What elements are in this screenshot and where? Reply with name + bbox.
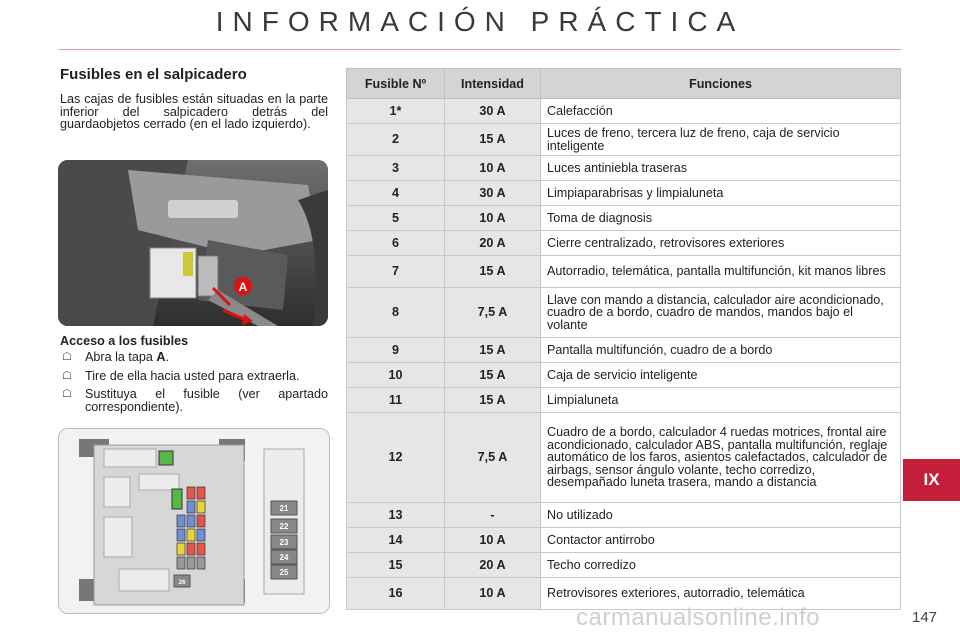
intensity-cell: 10 A (445, 528, 541, 553)
header-functions: Funciones (541, 69, 901, 99)
function-cell: Autorradio, telemática, pantalla multifunción, kit manos libres (541, 256, 901, 288)
fuse-23-label: 23 (279, 538, 289, 547)
access-step-3: ☖ Sustituya el fusible (ver apartado correspondiente). (62, 387, 328, 414)
table-row (347, 231, 901, 256)
function-cell: Luces antiniebla traseras (541, 156, 901, 181)
fuse-number-cell: 6 (347, 231, 445, 256)
table-row (347, 181, 901, 206)
fuse-25-label: 25 (279, 568, 289, 577)
intensity-cell: 15 A (445, 363, 541, 388)
table-row (347, 156, 901, 181)
table-row (347, 124, 901, 156)
intro-paragraph: Las cajas de fusibles están situadas en la parte inferior del salpicadero detrás del guardaobjetos cerrado (en el lado izquierdo). (60, 92, 328, 131)
intensity-cell: - (445, 503, 541, 528)
fuse-number-cell: 4 (347, 181, 445, 206)
fuse-table-body (347, 99, 901, 610)
page-number: 147 (912, 609, 938, 626)
table-row (347, 528, 901, 553)
intensity-cell: 30 A (445, 181, 541, 206)
intensity-cell: 15 A (445, 338, 541, 363)
function-cell: Luces de freno, tercera luz de freno, caja de servicio inteligente (541, 124, 901, 156)
fuse-number-cell: 12 (347, 413, 445, 503)
fuse-box-diagram (58, 428, 330, 614)
table-row (347, 288, 901, 338)
intensity-cell: 15 A (445, 388, 541, 413)
intensity-cell: 10 A (445, 206, 541, 231)
fuse-number-cell: 8 (347, 288, 445, 338)
header-fuse-number: Fusible Nº (347, 69, 445, 99)
function-cell: Limpialuneta (541, 388, 901, 413)
function-cell: Pantalla multifunción, cuadro de a bordo (541, 338, 901, 363)
section-title: Fusibles en el salpicadero (60, 66, 247, 83)
page-title: INFORMACIÓN PRÁCTICA (215, 6, 745, 37)
fuse-number-cell: 7 (347, 256, 445, 288)
fuse-number-cell: 5 (347, 206, 445, 231)
triangle-bullet-icon: ☖ (62, 351, 72, 363)
fuse-number-cell: 3 (347, 156, 445, 181)
table-row (347, 206, 901, 231)
access-title: Acceso a los fusibles (60, 334, 189, 348)
table-row (347, 388, 901, 413)
fuse-box-location-photo (58, 160, 328, 326)
intensity-cell: 7,5 A (445, 413, 541, 503)
intensity-cell: 20 A (445, 231, 541, 256)
table-row (347, 413, 901, 503)
intensity-cell: 30 A (445, 99, 541, 124)
fuse-22-label: 22 (279, 522, 289, 531)
function-cell: No utilizado (541, 503, 901, 528)
table-row (347, 99, 901, 124)
fuse-number-cell: 16 (347, 578, 445, 610)
intensity-cell: 10 A (445, 156, 541, 181)
function-cell: Caja de servicio inteligente (541, 363, 901, 388)
header-intensity: Intensidad (445, 69, 541, 99)
fuse-24-label: 24 (279, 553, 289, 562)
watermark: carmanualsonline.info (576, 604, 820, 631)
access-step-1: ☖ Abra la tapa A. (62, 350, 170, 364)
function-cell: Calefacción (541, 99, 901, 124)
callout-a-label: A (238, 280, 248, 294)
fuse-number-cell: 13 (347, 503, 445, 528)
fuse-number-cell: 15 (347, 553, 445, 578)
function-cell: Techo corredizo (541, 553, 901, 578)
function-cell: Cuadro de a bordo, calculador 4 ruedas motrices, frontal aire acondicionado, calculador ABS, pantalla multifunción, reglaje automático de los faros, asientos calefactados, calculador de airbags, sensor ángulo volante, techo corredizo, desempañado luneta trasera, mando a distancia (541, 413, 901, 503)
function-cell: Contactor antirrobo (541, 528, 901, 553)
access-step-2: ☖ Tire de ella hacia usted para extraerla. (62, 368, 300, 383)
fuse-21-label: 21 (279, 504, 289, 513)
fuse-number-cell: 9 (347, 338, 445, 363)
fuse-number-cell: 2 (347, 124, 445, 156)
intensity-cell: 15 A (445, 256, 541, 288)
table-row (347, 553, 901, 578)
table-row (347, 363, 901, 388)
chapter-tab: IX (903, 459, 960, 501)
intensity-cell: 20 A (445, 553, 541, 578)
function-cell: Cierre centralizado, retrovisores exteriores (541, 231, 901, 256)
table-row (347, 256, 901, 288)
fuse-number-cell: 14 (347, 528, 445, 553)
intensity-cell: 15 A (445, 124, 541, 156)
title-divider (58, 49, 902, 50)
function-cell: Retrovisores exteriores, autorradio, telemática (541, 578, 901, 610)
intensity-cell: 10 A (445, 578, 541, 610)
fuse-number-cell: 10 (347, 363, 445, 388)
access-steps (60, 351, 328, 419)
fuse-number-cell: 11 (347, 388, 445, 413)
function-cell: Toma de diagnosis (541, 206, 901, 231)
triangle-bullet-icon: ☖ (62, 388, 72, 401)
function-cell: Limpiaparabrisas y limpialuneta (541, 181, 901, 206)
table-row (347, 503, 901, 528)
function-cell: Llave con mando a distancia, calculador aire acondicionado, cuadro de a bordo, cuadro de mandos, mandos bajo el volante (541, 288, 901, 338)
fuse-26-label: 26 (178, 580, 186, 586)
fuse-number-cell: 1* (347, 99, 445, 124)
intensity-cell: 7,5 A (445, 288, 541, 338)
fuse-table (346, 68, 901, 610)
triangle-bullet-icon: ☖ (62, 369, 72, 382)
table-row (347, 338, 901, 363)
